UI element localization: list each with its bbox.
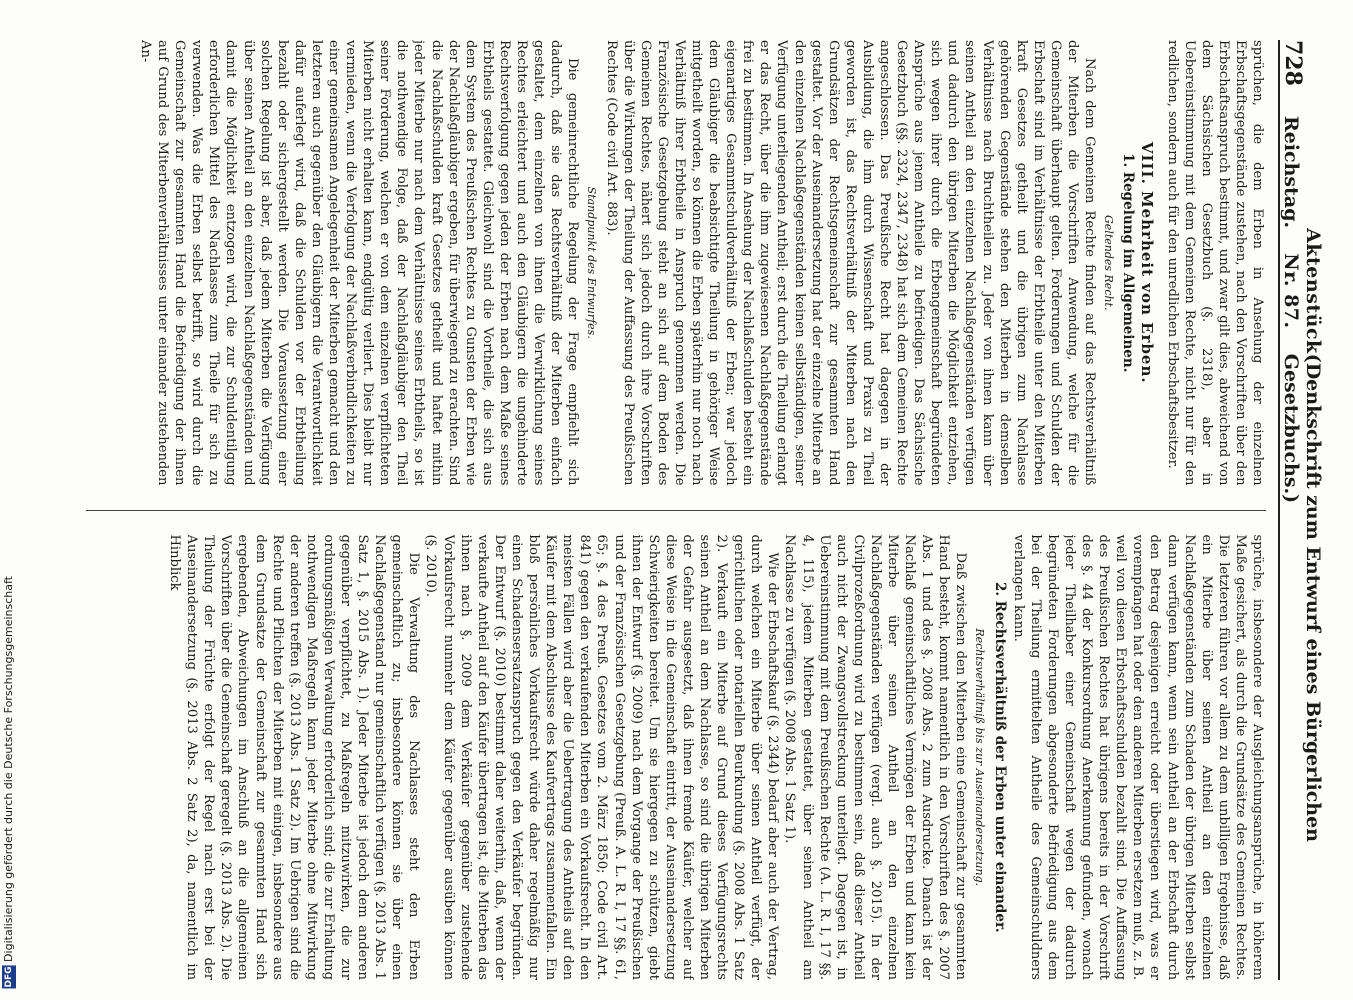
credit-text: Digitalisierung gefördert durch die Deutsche Forschungsgemeinschaft <box>2 575 15 962</box>
left-column <box>86 40 1266 486</box>
digitization-credit <box>2 576 16 992</box>
header-doc-title: Aktenstück Nr. 87. <box>1280 228 1324 354</box>
page-number: 728 <box>1280 40 1306 86</box>
paragraph: sprüche, insbesondere der Ausgleichungsansprüche, in höherem Maße gesichert, als durch die Grundsätze des Gemeinen Rechtes. Die letzteren führen vor allem zu dem unbilligen Ergebnisse, daß ein Miterbe über seinen Antheil an den einzelnen Nachlaßgegenständen zum Schaden der übrigen Miterben selbst dann verfügen kann, wenn sein Antheil an der Erbschaft durch den Betrag desjenigen erreicht oder überstiegen wird, was er vorempfangen hat oder den anderen Miterben ersetzen muß, z. B. weil von diesen Erbschaftsschulden bezahlt sind. Die Auffassung des Preußischen Rechtes hat übrigens bereits in der Vorschrift des §. 44 der Konkursordnung Anerkennung gefunden, wonach jeder Theilhaber einer Gemeinschaft wegen der dadurch begründeten Forderungen abgesonderte Befriedigung aus dem bei der Theilung ermittelten Antheile des Gemeinschuldners verlangen kann. <box>1010 534 1265 980</box>
paragraph: Wie der Erbschaftskauf (§. 2344) bedarf aber auch der Vertrag, durch welchen ein Miterbe über seinen Antheil verfügt, der gerichtlichen oder notariellen Beurkundung (§. 2008 Abs. 1 Satz 2). Verkauft ein Miterbe auf Grund dieses Verfügungsrechts seinen Antheil an dem Nachlasse, so sind die übrigen Miterben der Gefahr ausgesetzt, daß ihnen fremde Käufer, welcher auf diese Weise in die Gemeinschaft eintritt, der Auseinandersetzung Schwierigkeiten bereitet. Um sie hiergegen zu schützen, giebt ihnen der Entwurf (§. 2009) nach dem Vorgange der Preußischen und der Französischen Gesetzgebung (Preuß. A. L. R. I, 17 §§. 61, 65; §. 4 des Preuß. Gesetzes vom 2. März 1850; Code civil Art. 841) gegen den verkaufenden Miterben ein Vorkaufsrecht. In den meisten Fällen wird aber die Uebertragung des Antheils auf den Käufer mit dem Abschlusse des Kaufvertrags zusammenfallen. Ein bloß persönliches Vorkaufsrecht würde daher regelmäßig nur einen Schadensersatzanspruch gegen den Verkäufer begründen. Der Entwurf (§. 2010) bestimmt daher weiterhin, daß, wenn der verkaufte Antheil auf den Käufer übertragen ist, die Miterben das ihnen nach §. 2009 dem Verkäufer gegenüber zustehende Vorkaufsrecht nunmehr dem Käufer gegenüber ausüben können (§. 2010). <box>423 534 781 980</box>
paragraph: sprüchen, die dem Erben in Ansehung der einzelnen Erbschaftsgegenstände zustehen, nach den Vorschriften über den Erbschaftsanspruch bestimmt, und zwar gilt dies, abweichend von dem Sächsischen Gesetzbuch (§. 2318), aber in Uebereinstimmung mit dem Gemeinen Rechte, nicht nur für den redlichen, sondern auch für den unredlichen Erbschaftsbesitzer. <box>1164 40 1265 486</box>
paragraph: Nach dem Gemeinen Rechte finden auf das Rechtsverhältniß der Miterben die Vorschriften Anwendung, welche für die Gemeinschaft überhaupt gelten. Forderungen und Schulden der Erbschaft sind im Verhältnisse der Erbtheile unter den Miterben kraft Gesetzes getheilt und die übrigen zum Nachlasse gehörenden Gegenstände stehen den Miterben in demselben Verhältnisse nach Bruchtheilen zu. Jeder von ihnen kann über seinen Antheil an den einzelnen Nachlaßgegenständen verfügen und dadurch den übrigen Miterben die Möglichkeit entziehen, sich wegen ihrer durch die Erbengemeinschaft begründeten Ansprüche aus jenem Antheile zu befriedigen. Das Sächsische Gesetzbuch (§§. 2324, 2347, 2348) hat sich dem Gemeinen Rechte angeschlossen. Das Preußische Recht hat dagegen in der Ausbildung, die ihm durch Wissenschaft und Praxis zu Theil geworden ist, das Rechtsverhältniß der Miterben nach den Grundsätzen der Rechtsgemeinschaft zur gesammten Hand gestaltet. Vor der Auseinandersetzung hat der einzelne Miterbe an den einzelnen Nachlaßgegenständen keinen selbständigen, seiner Verfügung unterliegenden Antheil; erst durch die Theilung erlangt er das Recht, über die ihm zugewiesenen Nachlaßgegenstände frei zu bestimmen. In Ansehung der Nachlaßschulden besteht ein eigenartiges Gesammtschuldverhältniß der Erben; war jedoch dem Gläubiger die beabsichtigte Theilung in gehöriger Weise mitgetheilt worden, so können die Erben späterhin nur noch nach Verhältniß ihrer Erbtheile in Anspruch genommen werden. Die Französische Gesetzgebung steht an sich auf dem Boden des Gemeinen Rechtes, nähert sich jedoch durch ihre Vorschriften über die Wirkungen der Theilung der Auffassung des Preußischen Rechtes (Code civil Art. 883). <box>603 40 1098 486</box>
paragraph: Daß zwischen den Miterben eine Gemeinschaft zur gesammten Hand besteht, kommt namentlich in den Vorschriften des §. 2007 Abs. 1 und des §. 2008 Abs. 2 zum Ausdrucke. Danach ist der Nachlaß gemeinschaftliches Vermögen der Erben und kann kein Miterbe über seinen Antheil an den einzelnen Nachlaßgegenständen verfügen (vergl. auch §. 2015). In der Civilprozeßordnung wird zu bestimmen sein, daß dieser Antheil auch nicht der Zwangsvollstreckung unterliegt. Dagegen ist, in Uebereinstimmung mit dem Preußischen Rechte (A. L. R. I, 17 §§. 4, 115), jedem Miterben gestattet, über seinen Antheil am Nachlasse zu verfügen (§. 2008 Abs. 1 Satz 1). <box>782 534 969 980</box>
section-heading: VIII. Mehrheit von Erben. <box>1138 141 1157 384</box>
paragraph: Die Verwaltung des Nachlasses steht den Erben gemeinschaftlich zu; insbesondere können sie über einen Nachlaßgegenstand nur gemeinschaftlich verfügen (§. 2013 Abs. 1 Satz 1, §. 2015 Abs. 1). Jeder Miterbe ist jedoch dem anderen gegenüber verpflichtet, zu Maßregeln mitzuwirken, die zur ordnungsmäßigen Verwaltung erforderlich sind; die zur Erhaltung nothwendigen Maßregeln kann jeder Miterbe ohne Mitwirkung der anderen treffen (§. 2013 Abs. 1 Satz 2). Im Uebrigen sind die Rechte und Pflichten der Miterben mit einigen, insbesondere aus dem Grundsatze der Gemeinschaft zur gesammten Hand sich ergebenden, Abweichungen im Anschluß an die allgemeinen Vorschriften über die Gemeinschaft geregelt (§. 2013 Abs. 2). Die Theilung der Früchte erfolgt der Regel nach erst bei der Auseinandersetzung (§. 2013 Abs. 2 Satz 2), da, namentlich im Hinblick <box>167 534 422 980</box>
digitization-credit-bar <box>0 0 18 1000</box>
small-heading: Standpunkt des Entwurfes. <box>585 186 599 339</box>
header-right-title: (Denkschrift zum Entwurf eines Bürgerlichen Gesetzbuchs.) <box>1280 353 1324 842</box>
small-heading: Rechtsverhältniß bis zur Auseinandersetzung. <box>973 628 987 887</box>
small-heading: Geltendes Recht. <box>1102 215 1116 311</box>
text-columns <box>86 40 1266 980</box>
dfg-logo-icon: DFG <box>4 965 14 987</box>
sub-heading: 2. Rechtsverhältniß der Erben unter einander. <box>991 581 1008 933</box>
paragraph: Die gemeinrechtliche Regelung der Frage empfiehlt sich dadurch, daß sie das Rechtsverhältniß der Miterben einfach gestaltet, dem einzelnen von ihnen die Verwirklichung seines Rechtes erleichtert und auch den Gläubigern die ungehinderte Rechtsverfolgung gegen jeden der Erben nach dem Maße seines Erbtheils gestattet. Gleichwohl sind die Vortheile, die sich aus dem System des Preußischen Rechtes zu Gunsten der Erben wie der Nachlaßgläubiger ergeben, für überwiegend zu erachten. Sind die Nachlaßschulden kraft Gesetzes getheilt und haftet mithin jeder Miterbe nur nach dem Verhältnisse seines Erbtheils, so ist die nothwendige Folge, daß der Nachlaßgläubiger den Theil seiner Forderung, welchen er von dem einzelnen verpflichteten Miterben nicht erhalten kann, endgültig verliert. Dies bleibt nur vermieden, wenn die Verfolgung der Nachlaßverbindlichkeiten zu einer gemeinsamen Angelegenheit der Miterben gemacht und den letzteren auch gegenüber den Gläubigern die Verantwortlichkeit dafür auferlegt wird, daß die Schulden vor der Erbtheilung bezahlt oder sichergestellt werden. Die Voraussetzung einer solchen Regelung ist aber, daß jedem Miterben die Verfügung über seinen Antheil an den einzelnen Nachlaßgegenständen und damit die Möglichkeit entzogen wird, die zur Schuldentilgung erforderlichen Mittel des Nachlasses zum Theile für sich zu verwenden. Was die Erben selbst betrifft, so wird durch die Gemeinschaft zur gesammten Hand die Befriedigung der ihnen auf Grund des Miterbenverhältnisses unter einander zustehenden An- <box>138 40 581 486</box>
header-left-title: Reichstag. <box>1280 115 1302 229</box>
page-header <box>1278 40 1324 980</box>
right-column <box>86 535 1266 981</box>
sub-heading: 1. Regelung im Allgemeinen. <box>1120 153 1137 373</box>
column-divider <box>86 510 1266 511</box>
document-page <box>70 40 1324 980</box>
